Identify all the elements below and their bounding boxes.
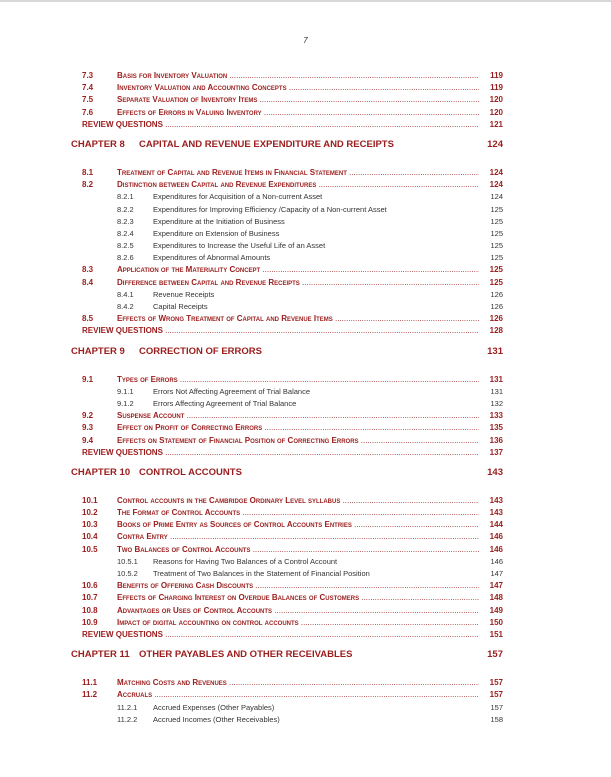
review-questions-row[interactable]: REVIEW QUESTIONS ..... 121 — [71, 119, 503, 131]
toc-row[interactable]: 10.1 Control accounts in the Cambridge Ordinary Level syllabus ..... 143 — [71, 495, 503, 507]
toc-row[interactable]: 7.4 Inventory Valuation and Accounting Concepts ..... 119 — [71, 82, 503, 94]
chapter-heading[interactable] — [71, 338, 503, 374]
toc-subrow[interactable]: 8.2.2 Expenditures for Improving Efficiency /Capacity of a Non-current Asset 125 — [117, 204, 503, 214]
toc-row[interactable]: 10.8 Advantages or Uses of Control Accounts ..... 149 — [71, 605, 503, 617]
toc-subrow[interactable]: 9.1.2 Errors Affecting Agreement of Trial Balance 132 — [117, 398, 503, 408]
chapter-heading[interactable] — [71, 131, 503, 167]
chapter-title: CONTROL ACCOUNTS — [139, 466, 242, 478]
review-questions-row[interactable]: REVIEW QUESTIONS ..... 128 — [71, 325, 503, 337]
toc-subrow[interactable]: 10.5.2 Treatment of Two Balances in the Statement of Financial Position 147 — [117, 569, 503, 578]
toc-row[interactable]: 9.4 Effects on Statement of Financial Position of Correcting Errors ..... 136 — [71, 435, 503, 447]
toc-row[interactable]: 10.6 Benefits of Offering Cash Discounts ..... 147 — [71, 580, 503, 592]
toc-subrow[interactable]: 10.5.1 Reasons for Having Two Balances of a Control Account 146 — [117, 556, 503, 566]
toc-row[interactable]: 7.5 Separate Valuation of Inventory Items ..... 120 — [71, 94, 503, 106]
toc-row[interactable]: 10.2 The Format of Control Accounts ..... 143 — [71, 507, 503, 519]
chapter-page: 131 — [487, 345, 503, 357]
toc-row[interactable]: 9.2 Suspense Account ..... 133 — [71, 410, 503, 422]
toc-subrow[interactable]: 8.4.2 Capital Receipts 126 — [117, 302, 503, 311]
chapter-page: 143 — [487, 466, 503, 478]
chapter-label: CHAPTER 10 — [71, 466, 131, 478]
toc-subrow[interactable]: 8.2.5 Expenditures to Increase the Useful Life of an Asset 125 — [117, 241, 503, 251]
toc-subrow[interactable]: 8.2.4 Expenditure on Extension of Business 125 — [117, 228, 503, 238]
toc-subrow[interactable]: 8.2.3 Expenditure at the Initiation of Business 125 — [117, 216, 503, 226]
toc-row[interactable]: 10.9 Impact of digital accounting on control accounts ..... 150 — [71, 617, 503, 629]
toc-row[interactable]: 7.3 Basis for Inventory Valuation ..... 119 — [71, 70, 503, 82]
toc-subrow[interactable]: 11.2.1 Accrued Expenses (Other Payables) 157 — [117, 702, 503, 712]
toc-row[interactable]: 9.3 Effect on Profit of Correcting Errors ..... 135 — [71, 422, 503, 434]
toc-subrow[interactable]: 11.2.2 Accrued Incomes (Other Receivables) 158 — [117, 714, 503, 724]
page-number: 7 — [303, 36, 308, 45]
toc-row[interactable]: 10.3 Books of Prime Entry as Sources of Control Accounts Entries ..... 144 — [71, 519, 503, 531]
chapter-label: CHAPTER 9 — [71, 345, 125, 357]
chapter-heading[interactable] — [71, 641, 503, 677]
chapter-label: CHAPTER 8 — [71, 138, 125, 150]
chapter-title: CAPITAL AND REVENUE EXPENDITURE AND RECEIPTS — [139, 138, 394, 150]
review-questions-row[interactable]: REVIEW QUESTIONS ..... 137 — [71, 447, 503, 459]
toc-row[interactable]: 7.6 Effects of Errors in Valuing Inventory ..... 120 — [71, 107, 503, 119]
toc-row[interactable]: 10.5 Two Balances of Control Accounts ..... 146 — [71, 544, 503, 556]
chapter-page: 157 — [487, 649, 503, 661]
toc-row[interactable]: 8.4 Difference between Capital and Revenue Receipts ..... 125 — [71, 277, 503, 289]
top-border — [0, 0, 611, 2]
toc-row[interactable]: 8.2 Distinction between Capital and Revenue Expenditures ..... 124 — [71, 179, 503, 191]
toc-subrow[interactable]: 8.2.6 Expenditures of Abnormal Amounts 125 — [117, 253, 503, 263]
toc-row[interactable]: 10.7 Effects of Charging Interest on Overdue Balances of Customers ..... 148 — [71, 592, 503, 604]
toc-row[interactable]: 9.1 Types of Errors ..... 131 — [71, 374, 503, 386]
toc-row[interactable]: 8.5 Effects of Wrong Treatment of Capital and Revenue Items ..... 126 — [71, 313, 503, 325]
toc-row[interactable]: 11.2 Accruals ..... 157 — [71, 689, 503, 701]
toc-subrow[interactable]: 8.2.1 Expenditures for Acquisition of a Non-current Asset 124 — [117, 192, 503, 202]
review-questions-row[interactable]: REVIEW QUESTIONS ..... 151 — [71, 629, 503, 641]
toc-row[interactable]: 10.4 Contra Entry ..... 146 — [71, 531, 503, 543]
toc-subrow[interactable]: 8.4.1 Revenue Receipts 126 — [117, 289, 503, 299]
toc-row[interactable]: 8.1 Treatment of Capital and Revenue Items in Financial Statement ..... 124 — [71, 167, 503, 179]
chapter-title: OTHER PAYABLES AND OTHER RECEIVABLES — [139, 649, 353, 661]
toc-row[interactable]: 11.1 Matching Costs and Revenues ..... 157 — [71, 677, 503, 689]
toc-subrow[interactable]: 9.1.1 Errors Not Affecting Agreement of Trial Balance 131 — [117, 386, 503, 396]
chapter-heading[interactable] — [71, 459, 503, 495]
toc-row[interactable]: 8.3 Application of the Materiality Concept ..... 125 — [71, 264, 503, 276]
table-of-contents — [71, 70, 503, 726]
chapter-title: CORRECTION OF ERRORS — [139, 345, 262, 357]
chapter-page: 124 — [487, 138, 503, 150]
chapter-label: CHAPTER 11 — [71, 649, 130, 661]
